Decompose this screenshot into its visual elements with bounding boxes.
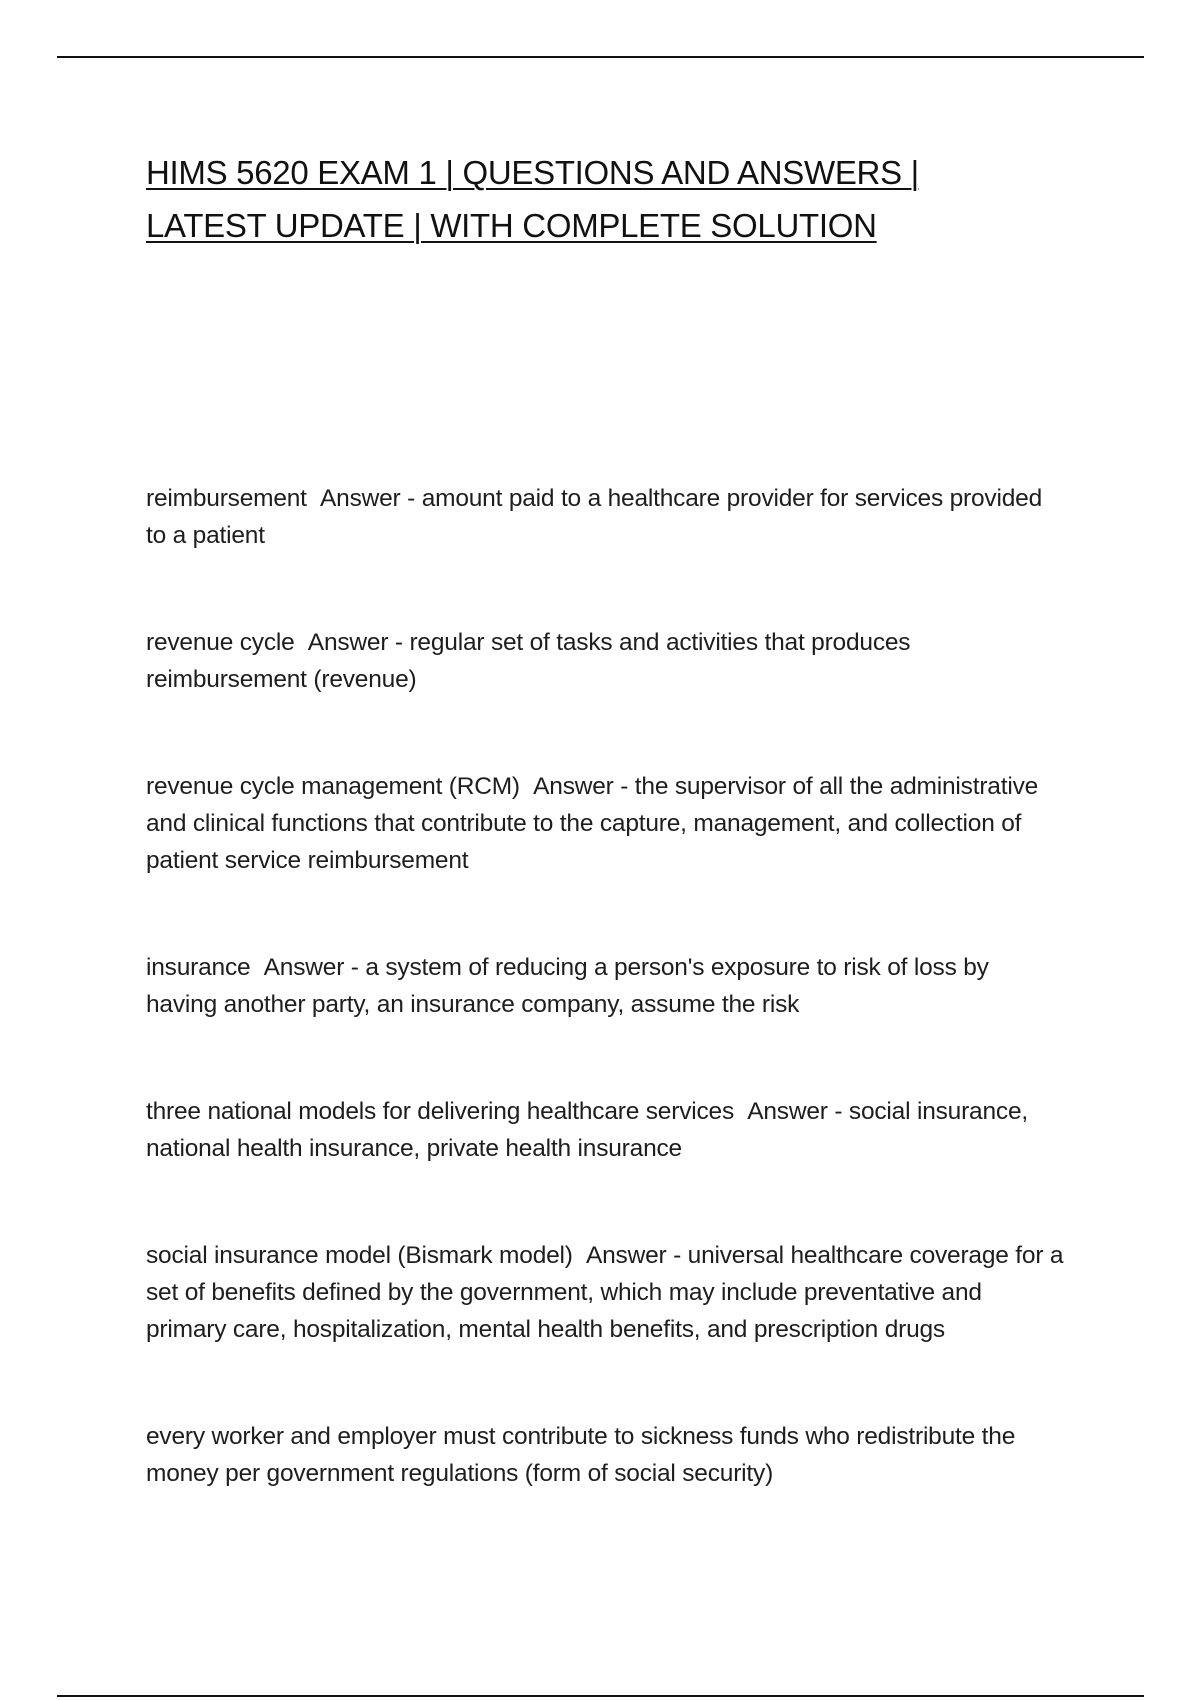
- qa-entry: [146, 624, 1066, 698]
- bottom-rule: [57, 1695, 1144, 1697]
- qa-term: three national models for delivering healthcare services: [146, 1098, 735, 1125]
- answer-label: Answer -: [585, 1242, 682, 1269]
- top-rule: [57, 56, 1144, 58]
- document-title: [146, 146, 1046, 252]
- qa-entry: [146, 949, 1066, 1023]
- answer-label: Answer -: [320, 485, 416, 512]
- qa-term: reimbursement: [146, 485, 307, 512]
- qa-definition: regular set of tasks and activities that produces reimbursement (revenue): [146, 629, 911, 693]
- answer-label: Answer -: [263, 954, 359, 981]
- qa-definition: the supervisor of all the administrative and clinical functions that contribute to the capture, management, and collection of patient service reimbursement: [146, 773, 1039, 874]
- title-line-2: LATEST UPDATE | WITH COMPLETE SOLUTION: [146, 207, 877, 244]
- qa-entry: [146, 480, 1066, 554]
- qa-entry: [146, 1093, 1066, 1167]
- qa-definition: amount paid to a healthcare provider for services provided to a patient: [146, 485, 1042, 549]
- qa-term: insurance: [146, 954, 251, 981]
- qa-note: every worker and employer must contribute to sickness funds who redistribute the money per government regulations (form of social security): [146, 1423, 1016, 1487]
- qa-entry: [146, 768, 1066, 879]
- qa-term: social insurance model (Bismark model): [146, 1242, 573, 1269]
- qa-list: [146, 480, 1066, 1492]
- qa-definition: social insurance, national health insurance, private health insurance: [146, 1098, 1028, 1162]
- qa-definition: universal healthcare coverage for a set of benefits defined by the government, which may include preventative and primary care, hospitalization, mental health benefits, and prescription drugs: [146, 1242, 1064, 1343]
- title-line-1: HIMS 5620 EXAM 1 | QUESTIONS AND ANSWERS |: [146, 154, 919, 191]
- answer-label: Answer -: [747, 1098, 843, 1125]
- answer-label: Answer -: [533, 773, 629, 800]
- answer-label: Answer -: [307, 629, 403, 656]
- qa-definition: a system of reducing a person's exposure to risk of loss by having another party, an insurance company, assume the risk: [146, 954, 989, 1018]
- qa-term: revenue cycle: [146, 629, 295, 656]
- qa-entry: [146, 1237, 1066, 1348]
- qa-term: revenue cycle management (RCM): [146, 773, 520, 800]
